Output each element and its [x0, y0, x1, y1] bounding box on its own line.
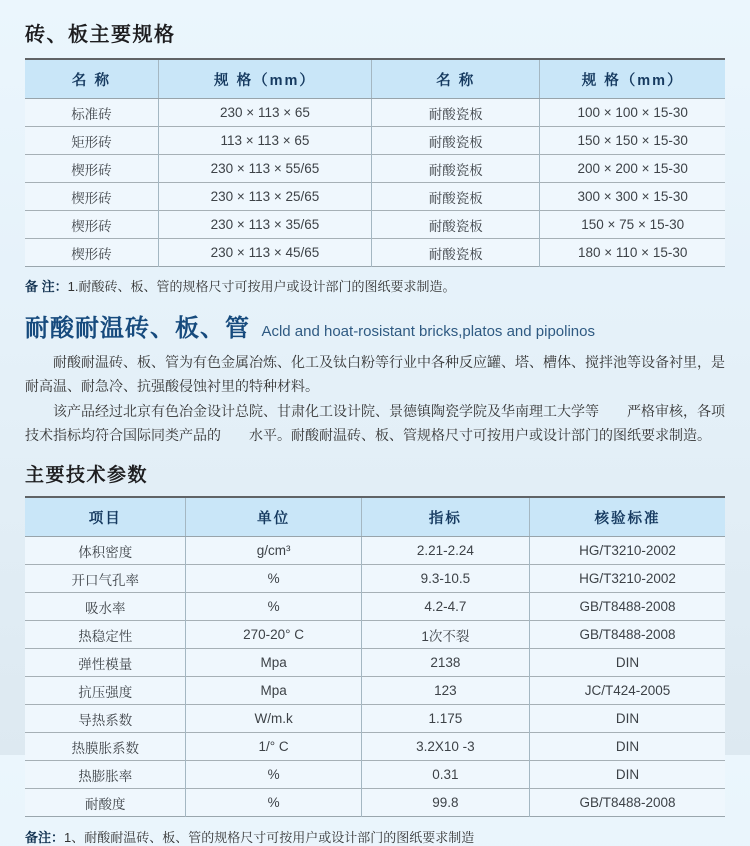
column-header: 核验标准: [530, 497, 725, 537]
table-cell: %: [186, 761, 361, 789]
table-cell: 230 × 113 × 65: [158, 99, 371, 127]
table-cell: 230 × 113 × 35/65: [158, 211, 371, 239]
table-row: [25, 621, 725, 649]
table-cell: 1次不裂: [361, 621, 529, 649]
table-cell: DIN: [530, 733, 725, 761]
table-cell: 300 × 300 × 15-30: [540, 183, 725, 211]
note-text: 1、耐酸耐温砖、板、管的规格尺寸可按用户或设计部门的图纸要求制造: [64, 830, 475, 845]
table-cell: 3.2X10 -3: [361, 733, 529, 761]
page-title-spec: 砖、板主要规格: [25, 24, 176, 46]
table-row: [25, 183, 725, 211]
table-row: [25, 593, 725, 621]
note-label: 备 注：: [25, 279, 68, 294]
table-cell: 楔形砖: [25, 239, 158, 267]
table-cell: 楔形砖: [25, 211, 158, 239]
table-cell: %: [186, 789, 361, 817]
table-row: [25, 127, 725, 155]
table-cell: 耐酸度: [25, 789, 186, 817]
table-cell: 100 × 100 × 15-30: [577, 105, 688, 120]
table-cell: 150 × 75 × 15-30: [540, 211, 725, 239]
table-cell: 抗压强度: [25, 677, 186, 705]
table-cell: %: [186, 593, 361, 621]
table-cell: g/cm³: [186, 537, 361, 565]
table-cell: 导热系数: [25, 705, 186, 733]
table-row: [25, 705, 725, 733]
table-cell: 耐酸瓷板: [372, 211, 540, 239]
column-header: 指标: [361, 497, 529, 537]
table-cell: 耐酸瓷板: [372, 127, 540, 155]
table-cell: 113 × 113 × 65: [158, 127, 371, 155]
table-cell: %: [186, 565, 361, 593]
column-header: 项目: [25, 497, 186, 537]
table-row: [25, 677, 725, 705]
table-cell: 1/° C: [186, 733, 361, 761]
table-cell: 180 × 110 × 15-30: [540, 239, 725, 267]
table-cell: 123: [361, 677, 529, 705]
page-title-tech: 主要技术参数: [25, 465, 149, 486]
table-cell: 230 × 113 × 25/65: [158, 183, 371, 211]
table-cell: Mpa: [186, 677, 361, 705]
table-cell: HG/T3210-2002: [579, 543, 676, 558]
table-cell: 230 × 113 × 55/65: [158, 155, 371, 183]
table-cell: 0.31: [361, 761, 529, 789]
table-cell: DIN: [530, 705, 725, 733]
table-cell: 楔形砖: [25, 183, 158, 211]
table-row: [25, 761, 725, 789]
table-row: [25, 155, 725, 183]
section-title-cn: 耐酸耐温砖、板、管: [25, 315, 250, 342]
table-cell: 230 × 113 × 45/65: [158, 239, 371, 267]
table-cell: 150 × 150 × 15-30: [540, 127, 725, 155]
table-cell: 4.2-4.7: [361, 593, 529, 621]
table-cell: 热膨胀率: [25, 761, 186, 789]
table-cell: HG/T3210-2002: [530, 565, 725, 593]
table-cell: 耐酸瓷板: [372, 155, 540, 183]
column-header: 规 格（mm）: [540, 59, 725, 99]
table-row: [25, 565, 725, 593]
table-header-row: [25, 59, 725, 99]
table-cell: 200 × 200 × 15-30: [540, 155, 725, 183]
table-cell: 矩形砖: [25, 127, 158, 155]
table-row: [25, 537, 725, 565]
table-cell: GB/T8488-2008: [530, 593, 725, 621]
intro-paragraph-2: 该产品经过北京有色冶金设计总院、甘肃化工设计院、景德镇陶瓷学院及华南理工大学等 严格审核，各项技术指标均符合国际同类产品的 水平。耐酸耐温砖、板、管规格尺寸可按用户或设计部门的图纸要求制造。: [25, 403, 725, 443]
table-cell: DIN: [530, 649, 725, 677]
section-heading: [25, 308, 725, 343]
table-cell: 标准砖: [25, 99, 158, 127]
intro-paragraph-1: 耐酸耐温砖、板、管为有色金属冶炼、化工及钛白粉等行业中各种反应罐、塔、槽体、搅拌池等设备衬里，是耐高温、耐急冷、抗强酸侵蚀衬里的特种材料。: [25, 354, 725, 394]
table-row: [25, 733, 725, 761]
note-label: 备注：: [25, 830, 65, 845]
spec-table: [25, 58, 725, 267]
table-cell: 吸水率: [25, 593, 186, 621]
table-cell: Mpa: [186, 649, 361, 677]
table-cell: 耐酸瓷板: [372, 239, 540, 267]
table-cell: 1.175: [361, 705, 529, 733]
table-cell: 楔形砖: [25, 155, 158, 183]
table-cell: GB/T8488-2008: [530, 789, 725, 817]
table-row: [25, 211, 725, 239]
table-row: [25, 239, 725, 267]
table-cell: 耐酸瓷板: [372, 99, 540, 127]
tech-table: [25, 496, 725, 817]
section-title-en: Acld and hoat-rosistant bricks,platos and pipolinos: [261, 323, 595, 340]
table-row: [25, 649, 725, 677]
column-header: 单位: [186, 497, 361, 537]
table-cell: 弹性模量: [25, 649, 186, 677]
table-cell: 9.3-10.5: [361, 565, 529, 593]
table-cell: 2.21-2.24: [361, 537, 529, 565]
column-header: 名 称: [25, 59, 158, 99]
note-text: 1.耐酸砖、板、管的规格尺寸可按用户或设计部门的图纸要求制造。: [67, 279, 456, 294]
table-cell: 开口气孔率: [25, 565, 186, 593]
table-cell: 热膜胀系数: [25, 733, 186, 761]
table-cell: 2138: [361, 649, 529, 677]
table-cell: DIN: [530, 761, 725, 789]
table-cell: 99.8: [361, 789, 529, 817]
spec-table-note: [25, 276, 725, 295]
table-cell: 体积密度: [25, 537, 186, 565]
table-cell: 耐酸瓷板: [372, 183, 540, 211]
column-header: 规 格（mm）: [158, 59, 371, 99]
table-cell: 270-20° C: [186, 621, 361, 649]
table-row: [25, 99, 725, 127]
table-cell: W/m.k: [186, 705, 361, 733]
table-cell: 热稳定性: [25, 621, 186, 649]
tech-table-note: [25, 827, 725, 846]
table-row: [25, 789, 725, 817]
table-cell: GB/T8488-2008: [530, 621, 725, 649]
table-cell: JC/T424-2005: [530, 677, 725, 705]
table-header-row: [25, 497, 725, 537]
column-header: 名 称: [372, 59, 540, 99]
